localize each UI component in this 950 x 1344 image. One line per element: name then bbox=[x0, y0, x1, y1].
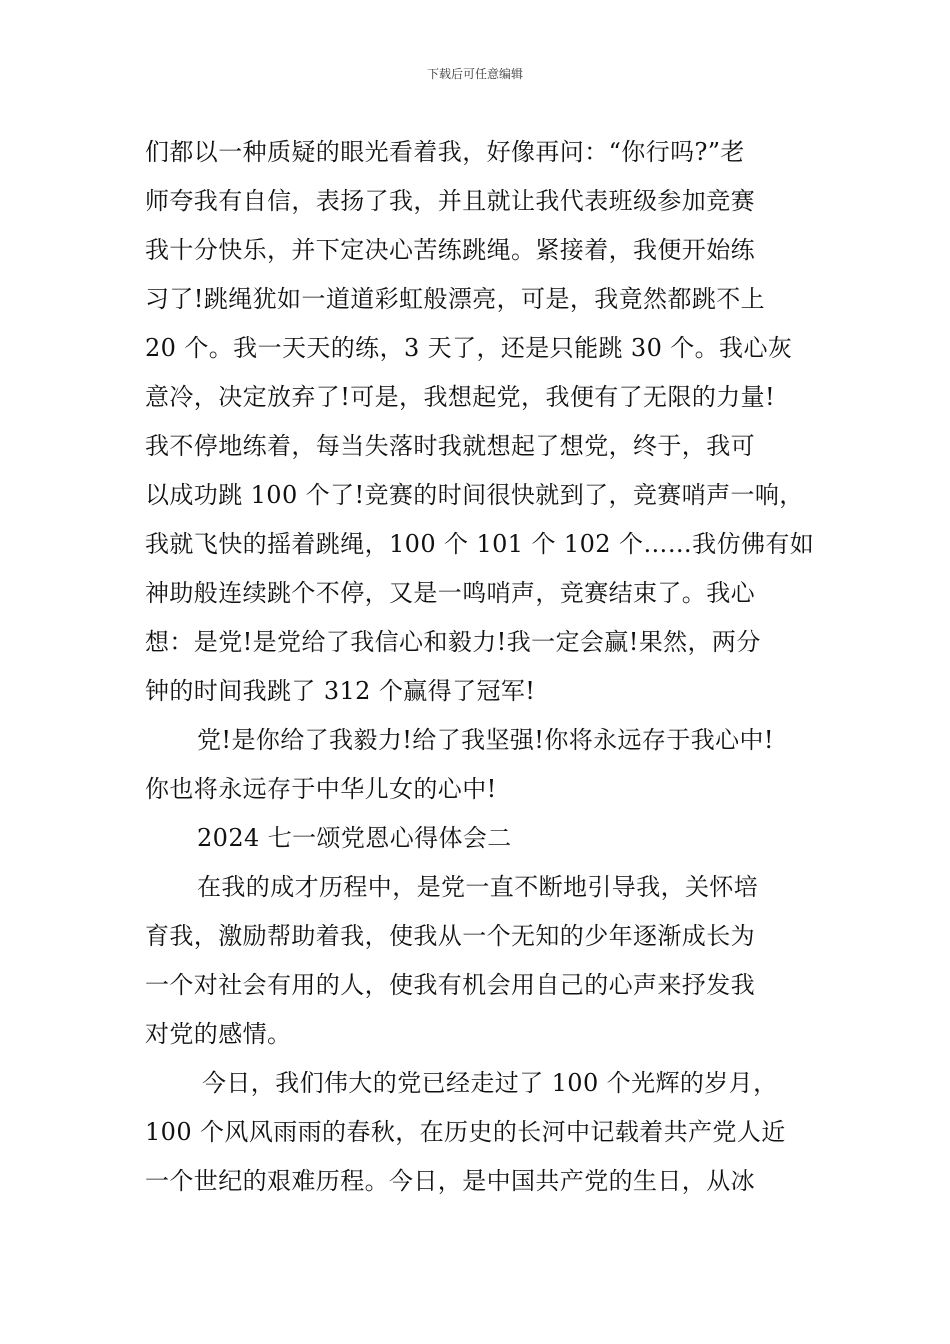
text-line: 习了!跳绳犹如一道道彩虹般漂亮，可是，我竟然都跳不上 bbox=[145, 285, 766, 313]
text-line: 我十分快乐，并下定决心苦练跳绳。紧接着，我便开始练 bbox=[145, 236, 755, 264]
text-line: 100 个风风雨雨的春秋，在历史的长河中记载着共产党人近 bbox=[145, 1118, 786, 1146]
page-header: 下载后可任意编辑 bbox=[426, 67, 523, 81]
text-line: 意冷，决定放弃了!可是，我想起党，我便有了无限的力量! bbox=[145, 383, 776, 411]
text-line: 党!是你给了我毅力!给了我坚强!你将永远存于我心中! bbox=[197, 726, 774, 754]
section-heading: 2024 七一颂党恩心得体会二 bbox=[197, 824, 512, 852]
text-line: 神助般连续跳个不停，又是一鸣哨声，竞赛结束了。我心 bbox=[145, 579, 755, 607]
text-line: 钟的时间我跳了 312 个赢得了冠军! bbox=[145, 677, 536, 705]
text-line: 你也将永远存于中华儿女的心中! bbox=[145, 775, 497, 803]
text-line: 我不停地练着，每当失落时我就想起了想党，终于，我可 bbox=[145, 432, 755, 460]
document-body bbox=[145, 128, 845, 1206]
text-line: 对党的感情。 bbox=[145, 1020, 292, 1048]
text-line: 师夸我有自信，表扬了我，并且就让我代表班级参加竞赛 bbox=[145, 187, 755, 215]
text-line: 们都以一种质疑的眼光看着我，好像再问：“你行吗?”老 bbox=[145, 138, 745, 166]
text-line: 以成功跳 100 个了!竞赛的时间很快就到了，竞赛哨声一响， bbox=[145, 481, 804, 509]
text-line: 一个世纪的艰难历程。今日，是中国共产党的生日，从冰 bbox=[145, 1167, 755, 1195]
text-line: 想：是党!是党给了我信心和毅力!我一定会赢!果然，两分 bbox=[145, 628, 761, 656]
text-line: 我就飞快的摇着跳绳，100 个 101 个 102 个……我仿佛有如 bbox=[145, 530, 815, 558]
text-line: 在我的成才历程中，是党一直不断地引导我，关怀培 bbox=[197, 873, 759, 901]
text-line: 20 个。我一天天的练，3 天了，还是只能跳 30 个。我心灰 bbox=[145, 334, 793, 362]
text-line: 今日，我们伟大的党已经走过了 100 个光辉的岁月， bbox=[202, 1069, 778, 1097]
text-line: 育我，激励帮助着我，使我从一个无知的少年逐渐成长为 bbox=[145, 922, 755, 950]
text-line: 一个对社会有用的人，使我有机会用自己的心声来抒发我 bbox=[145, 971, 755, 999]
